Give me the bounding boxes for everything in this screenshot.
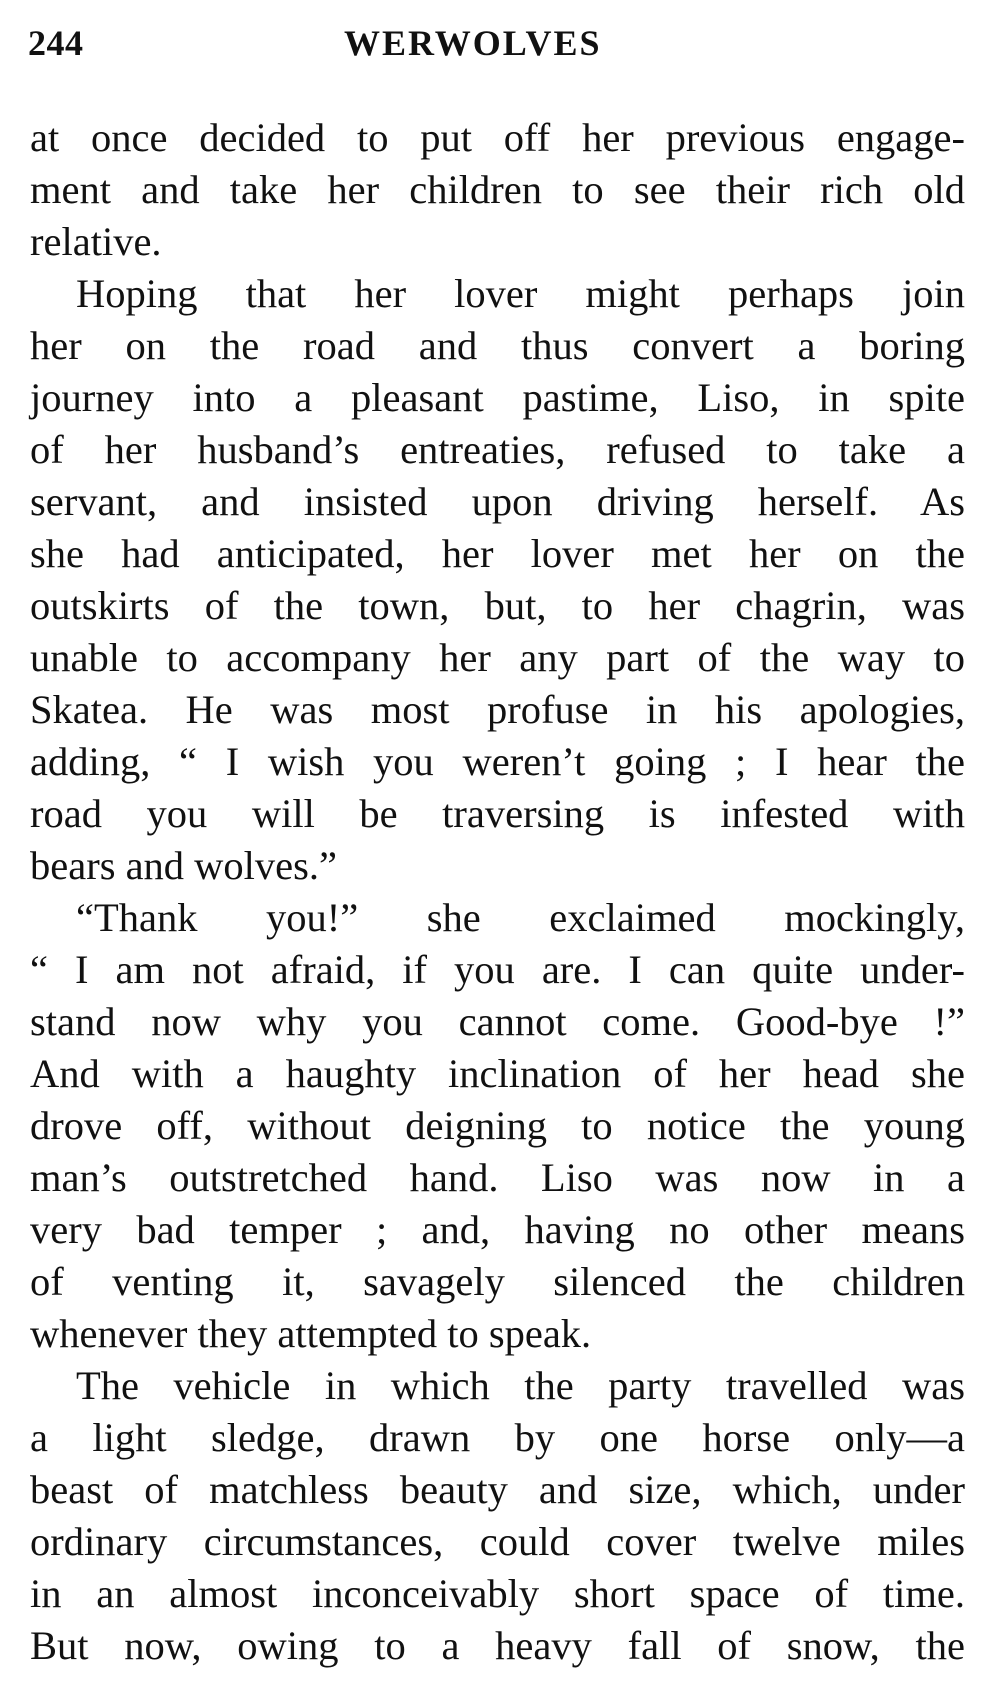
text-line: very bad temper ; and, having no other means <box>30 1207 965 1252</box>
text-line: man’s outstretched hand. Liso was now in a <box>30 1155 965 1200</box>
text-line: unable to accompany her any part of the way to <box>30 635 965 680</box>
text-line: in an almost inconceivably short space of time. <box>30 1571 965 1616</box>
text-line: of venting it, savagely silenced the children <box>30 1259 965 1304</box>
text-line: of her husband’s entreaties, refused to take a <box>30 427 965 472</box>
text-line: But now, owing to a heavy fall of snow, the <box>30 1623 965 1668</box>
text-line: bears and wolves.” <box>30 843 338 888</box>
page-number: 244 <box>28 23 84 63</box>
text-line: ordinary circumstances, could cover twelve miles <box>30 1519 965 1564</box>
text-line: her on the road and thus convert a boring <box>30 323 965 368</box>
page-header <box>28 22 970 72</box>
text-line: The vehicle in which the party travelled was <box>76 1363 965 1408</box>
text-line: outskirts of the town, but, to her chagrin, was <box>30 583 965 628</box>
text-line: adding, “ I wish you weren’t going ; I hear the <box>30 739 965 784</box>
text-line: “ I am not afraid, if you are. I can quite under- <box>30 947 965 992</box>
text-line: Skatea. He was most profuse in his apologies, <box>30 687 965 732</box>
text-line: servant, and insisted upon driving herself. As <box>30 479 965 524</box>
running-title: WERWOLVES <box>344 23 602 63</box>
text-line: beast of matchless beauty and size, which, under <box>30 1467 965 1512</box>
text-line: relative. <box>30 219 162 264</box>
text-line: And with a haughty inclination of her head she <box>30 1051 965 1096</box>
text-line: whenever they attempted to speak. <box>30 1311 592 1356</box>
text-line: stand now why you cannot come. Good-bye !” <box>30 999 965 1044</box>
text-line: a light sledge, drawn by one horse only—a <box>30 1415 965 1460</box>
text-line: drove off, without deigning to notice the young <box>30 1103 965 1148</box>
text-line: ment and take her children to see their rich old <box>30 167 965 212</box>
text-line: Hoping that her lover might perhaps join <box>76 271 965 316</box>
body-text <box>30 112 965 1672</box>
text-line: road you will be traversing is infested with <box>30 791 965 836</box>
text-line: “Thank you!” she exclaimed mockingly, <box>76 895 965 940</box>
text-line: journey into a pleasant pastime, Liso, in spite <box>30 375 965 420</box>
text-line: she had anticipated, her lover met her on the <box>30 531 965 576</box>
text-line: at once decided to put off her previous engage- <box>30 115 965 160</box>
